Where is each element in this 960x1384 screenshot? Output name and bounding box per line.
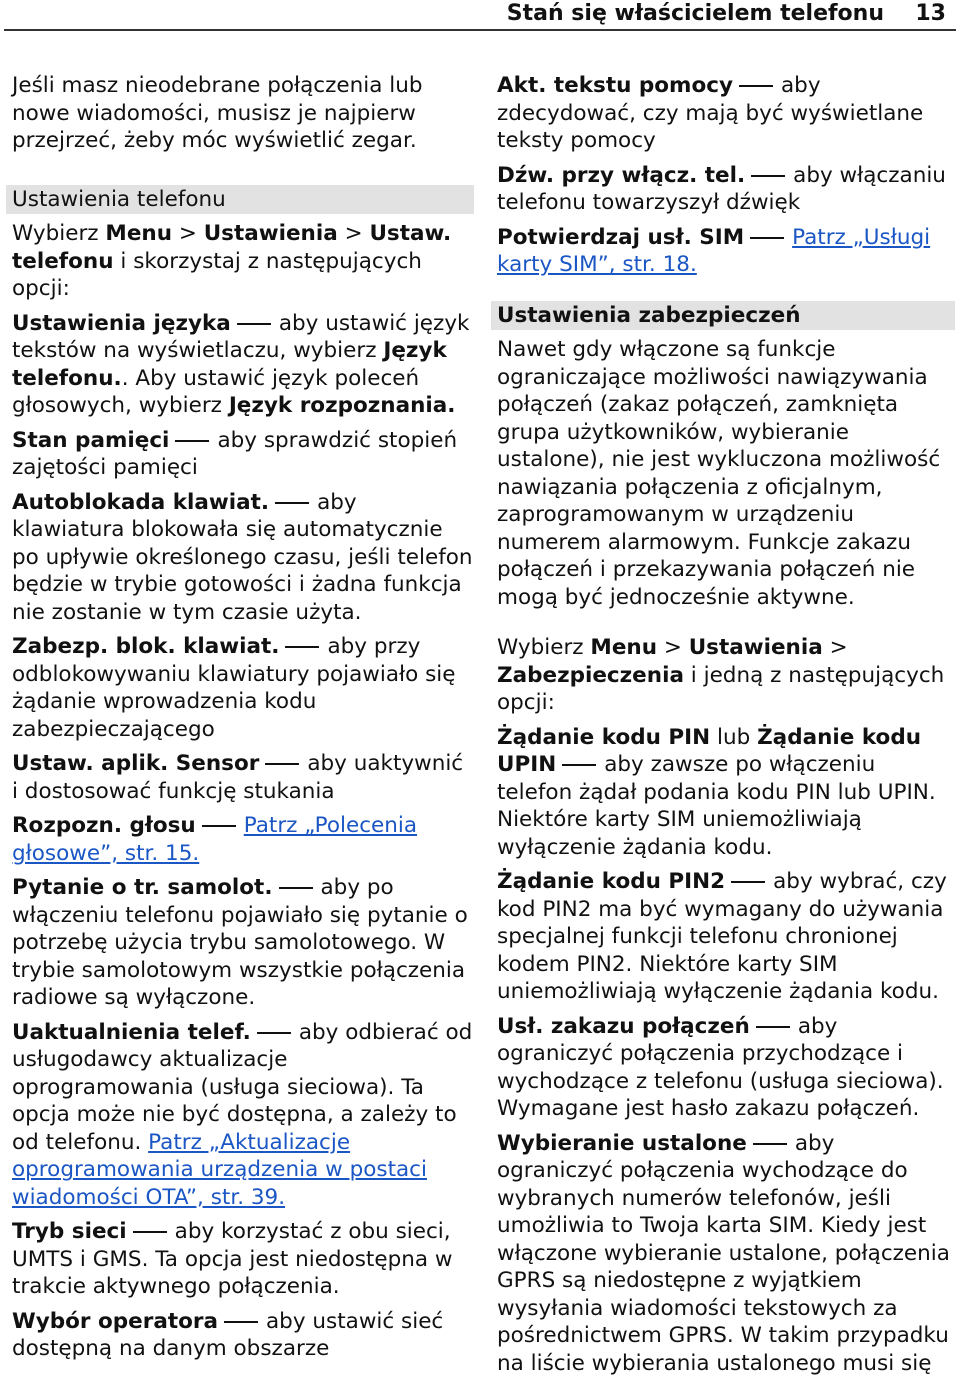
option-security-keylock: Zabezp. blok. klawiat. aby przy odblokowywaniu klawiatury pojawiało się żądanie wprowadzenia kodu zabezpieczającego	[12, 634, 456, 742]
dash	[175, 440, 209, 442]
dash	[202, 825, 236, 827]
dash	[285, 646, 319, 648]
page-number: 13	[915, 1, 946, 26]
intro-paragraph: Jeśli masz nieodebrane połączenia lub nowe wiadomości, musisz je najpierw przejrzeć, żeby móc wyświetlić zegar.	[12, 73, 423, 153]
dash	[275, 502, 309, 504]
dash	[224, 1321, 258, 1323]
dash	[739, 85, 773, 87]
option-memory: Stan pamięci aby sprawdzić stopień zajętości pamięci	[12, 427, 458, 480]
dash	[751, 175, 785, 177]
ota-updates-link[interactable]: Patrz „Aktualizacje oprogramowania urządzenia w postaci wiadomości OTA”, str. 39.	[12, 1129, 427, 1210]
option-voice: Rozpozn. głosu Patrz „Polecenia głosowe”, str. 15.	[12, 813, 418, 866]
option-pin-request: Żądanie kodu PIN lub Żądanie kodu UPIN aby zawsze po włączeniu telefon żądał podania kodu PIN lub UPIN. Niektóre karty SIM uniemożliwiają wyłączenie żądania kodu.	[497, 724, 936, 860]
spacer	[497, 618, 955, 634]
option-confirm-sim: Potwierdzaj usł. SIM Patrz „Usługi karty SIM”, str. 18.	[497, 224, 931, 277]
dash	[237, 323, 271, 325]
sim-services-link[interactable]: Patrz „Usługi karty SIM”, str. 18.	[497, 224, 931, 277]
menu-path: Wybierz Menu > Ustawienia > Ustaw. telefonu i skorzystaj z następujących opcji:	[12, 221, 452, 301]
option-sensor: Ustaw. aplik. Sensor aby uaktywnić i dostosować funkcję stukania	[12, 751, 464, 804]
option-help-text: Akt. tekstu pomocy aby zdecydować, czy mają być wyświetlane teksty pomocy	[497, 73, 924, 153]
header-rule	[4, 29, 956, 31]
option-updates: Uaktualnienia telef. aby odbierać od usługodawcy aktualizacje oprogramowania (usługa sieciowa). Ta opcja może nie być dostępna, a zależy to od telefonu. Patrz „Aktualizacje oprogramowania urządzenia w postaci wiadomości OTA”, str. 39.	[12, 1019, 473, 1210]
dash	[257, 1032, 291, 1034]
left-column	[12, 72, 474, 1370]
voice-commands-link[interactable]: Patrz „Polecenia głosowe”, str. 15.	[12, 813, 418, 866]
option-pin2-request: Żądanie kodu PIN2 aby wybrać, czy kod PIN2 ma być wymagany do używania specjalnej funkcji telefonu chronionej kodem PIN2. Niektóre karty SIM uniemożliwiają wyłączenie żądania kodu.	[497, 869, 947, 1004]
option-language: Ustawienia języka aby ustawić język tekstów na wyświetlaczu, wybierz Język telefonu.. Aby ustawić język poleceń głosowych, wybierz Język rozpoznania.	[12, 310, 470, 418]
dash	[279, 887, 313, 889]
security-intro: Nawet gdy włączone są funkcje ograniczające możliwości nawiązywania połączeń (zakaz połączeń, zamknięta grupa użytkowników, wybieranie ustalone), nie jest wykluczona możliwość nawiązania połączenia z oficjalnym, zaprogramowanym w urządzeniu numerem alarmowym. Funkcje zakazu połączeń i przekazywania połączeń nie mogą być jednocześnie aktywne.	[497, 337, 941, 610]
right-column	[497, 72, 955, 1384]
option-operator: Wybór operatora aby ustawić sieć dostępną na danym obszarze	[12, 1308, 444, 1361]
option-fixed-dialing: Wybieranie ustalone aby ograniczyć połączenia wychodzące do wybranych numerów telefonów, jeśli umożliwia to Twoja karta SIM. Kiedy jest włączone wybieranie ustalone, połączenia GPRS są niedostępne z wyjątkiem wysyłania wiadomości tekstowych za pośrednictwem GPRS. W takim przypadku na liście wybierania ustalonego musi się	[497, 1130, 950, 1376]
dash	[265, 763, 299, 765]
dash	[753, 1143, 787, 1145]
dash	[731, 881, 765, 883]
dash	[562, 764, 596, 766]
option-startup-tone: Dźw. przy włącz. tel. aby włączaniu telefonu towarzyszył dźwięk	[497, 162, 946, 215]
dash	[756, 1026, 790, 1028]
option-call-barring: Usł. zakazu połączeń aby ograniczyć połączenia przychodzące i wychodzące z telefonu (usługa sieciowa). Wymagane jest hasło zakazu połączeń.	[497, 1013, 944, 1121]
dash	[750, 237, 784, 239]
section-title-security: Ustawienia zabezpieczeń	[491, 301, 955, 331]
option-network-mode: Tryb sieci aby korzystać z obu sieci, UMTS i GMS. Ta opcja jest niedostępna w trakcie aktywnego połączenia.	[12, 1219, 453, 1299]
security-menu-path: Wybierz Menu > Ustawienia > Zabezpieczenia i jedną z następujących opcji:	[497, 635, 945, 715]
option-autolock: Autoblokada klawiat. aby klawiatura blokowała się automatycznie po upływie określonego czasu, jeśli telefon będzie w trybie gotowości i żadna funkcja nie zostanie w tym czasie użyta.	[12, 489, 473, 625]
dash	[133, 1231, 167, 1233]
option-flight-query: Pytanie o tr. samolot. aby po włączeniu telefonu pojawiało się pytanie o potrzebę użycia trybu samolotowego. W trybie samolotowym wszystkie połączenia radiowe są wyłączone.	[12, 875, 468, 1010]
section-title-phone-settings: Ustawienia telefonu	[6, 185, 474, 215]
page-header	[0, 0, 960, 30]
chapter-title: Stań się właścicielem telefonu	[506, 1, 884, 26]
